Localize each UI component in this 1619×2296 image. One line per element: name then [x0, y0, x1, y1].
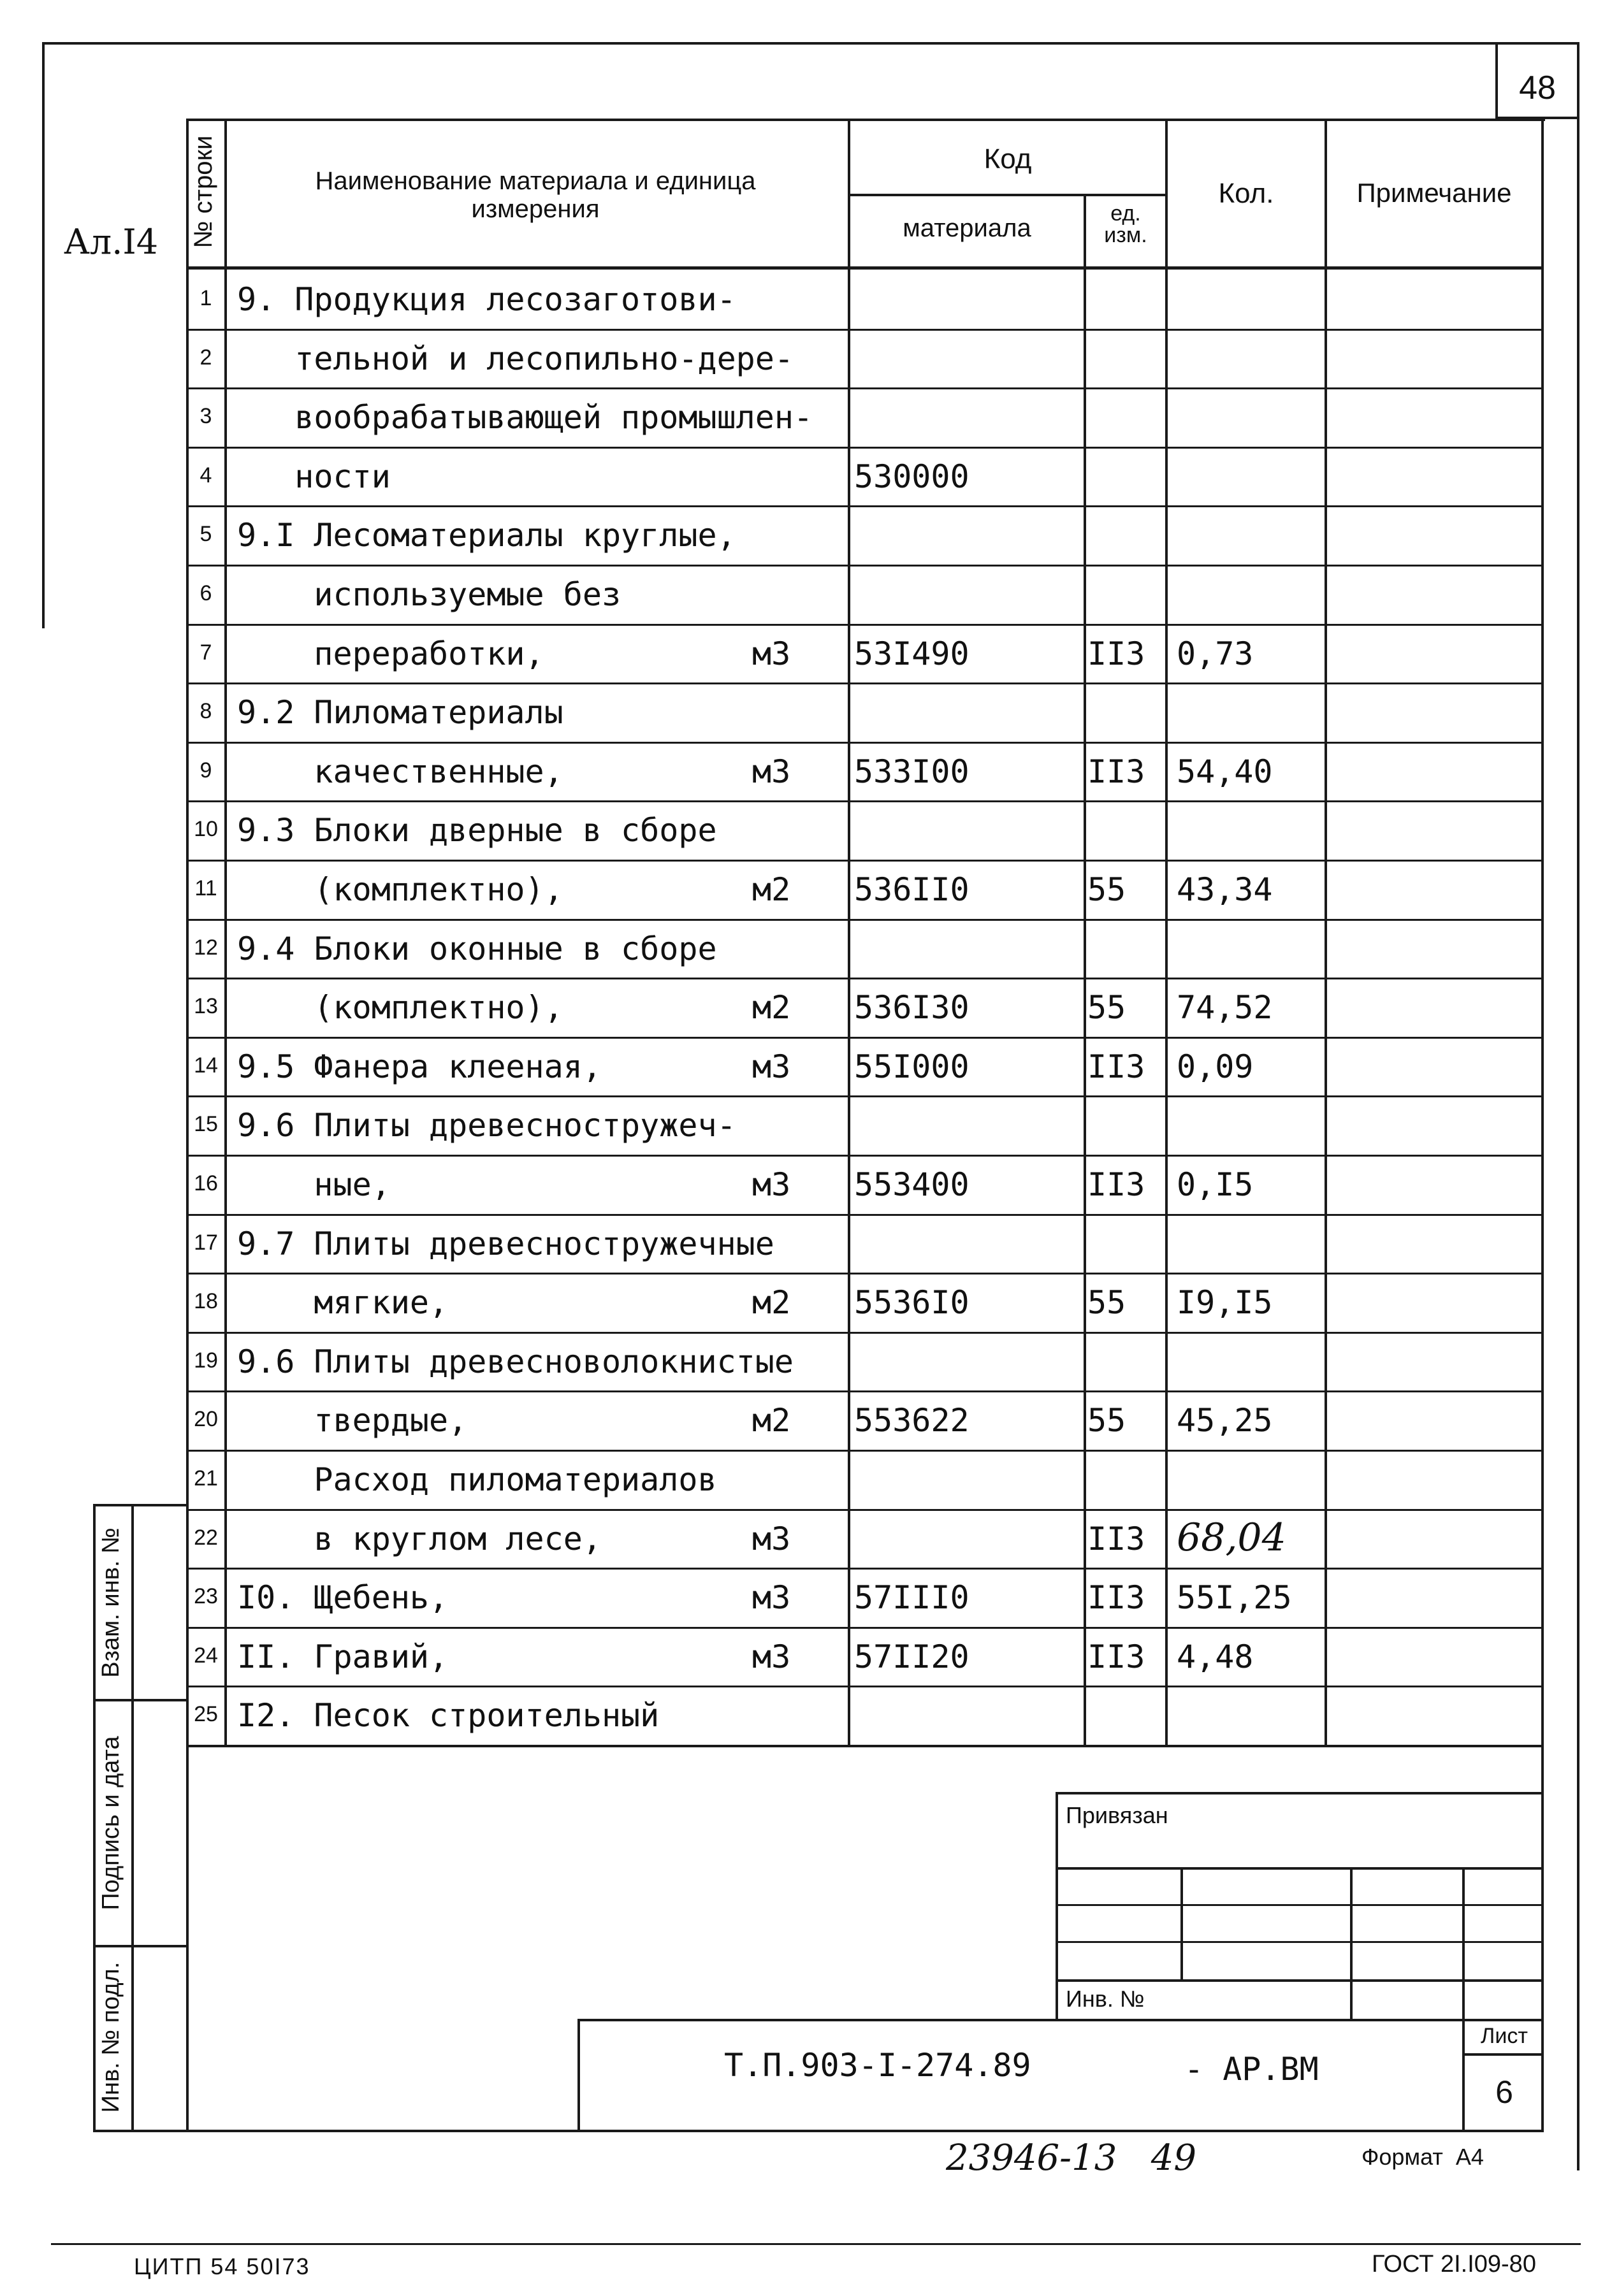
- tb-main-top: [577, 2019, 1544, 2021]
- page-number: 48: [1519, 69, 1556, 106]
- row-unit: м3: [752, 753, 791, 790]
- row-name: I2. Песок строительный: [237, 1697, 660, 1735]
- tb-sheet-label: Лист: [1481, 2024, 1528, 2048]
- row-code-material: 553622: [854, 1402, 969, 1440]
- row-name: твердые,: [237, 1402, 468, 1440]
- row-number: 14: [194, 1053, 218, 1078]
- footer-left-code: ЦИТП 54 50I73: [134, 2253, 310, 2279]
- row-separator: [189, 860, 1543, 862]
- album-label: Ал.I4: [64, 222, 159, 262]
- row-number: 11: [194, 876, 217, 900]
- frame-top: [42, 42, 1579, 45]
- row-separator: [189, 800, 1543, 802]
- row-code-material: 57II20: [854, 1638, 969, 1675]
- col-sep-name: [848, 119, 850, 1747]
- stamp-outer-left: [93, 1504, 96, 2132]
- row-name: (комплектно),: [237, 871, 563, 908]
- header-note: Примечание: [1356, 178, 1512, 208]
- row-separator: [189, 1214, 1543, 1216]
- row-name: ности: [237, 458, 391, 495]
- row-separator: [189, 978, 1543, 979]
- row-quantity: I9,I5: [1177, 1284, 1273, 1322]
- row-name: в круглом лесе,: [237, 1520, 602, 1557]
- row-code-material: 536I30: [854, 989, 969, 1027]
- tb-grid-h4: [1056, 1979, 1544, 1982]
- row-code-unit: II3: [1087, 1048, 1145, 1085]
- row-number: 13: [194, 994, 218, 1019]
- row-unit: м2: [752, 1284, 791, 1322]
- row-number: 5: [200, 522, 212, 547]
- row-name: качественные,: [237, 753, 563, 790]
- row-unit: м3: [752, 1520, 791, 1557]
- tb-privyazan-top: [1056, 1792, 1544, 1794]
- row-number: 20: [194, 1407, 218, 1432]
- table-right: [1541, 119, 1544, 2132]
- row-name: мягкие,: [237, 1284, 449, 1322]
- row-unit: м2: [752, 871, 791, 908]
- row-name: 9.I Лесоматериалы круглые,: [237, 517, 736, 554]
- row-separator: [189, 1450, 1543, 1452]
- row-name: II. Гравий,: [237, 1638, 449, 1675]
- header-bottom: [186, 266, 1544, 270]
- stamp-top: [93, 1504, 189, 1506]
- row-quantity: 54,40: [1177, 753, 1273, 790]
- row-name: тельной и лесопильно-дере-: [237, 340, 794, 377]
- row-number: 25: [194, 1702, 218, 1727]
- row-unit: м2: [752, 989, 791, 1027]
- row-name: 9.4 Блоки оконные в сборе: [237, 930, 717, 967]
- row-name: ные,: [237, 1166, 391, 1203]
- row-name: 9. Продукция лесозаготови-: [237, 281, 736, 318]
- row-number: 21: [194, 1466, 218, 1491]
- frame-right: [1577, 42, 1579, 2170]
- row-code-unit: II3: [1087, 1520, 1145, 1557]
- row-code-material: 5536I0: [854, 1284, 969, 1322]
- row-number: 12: [194, 935, 218, 960]
- header-quantity: Кол.: [1218, 178, 1274, 209]
- row-separator: [189, 1037, 1543, 1039]
- row-name: 9.6 Плиты древесностружеч-: [237, 1107, 736, 1144]
- row-number: 19: [194, 1348, 218, 1373]
- row-separator: [189, 1390, 1543, 1392]
- table-top: [186, 119, 1545, 121]
- row-name: вообрабатывающей промышлен-: [237, 399, 813, 437]
- header-name: Наименование материала и единица измерения: [315, 167, 756, 223]
- footer-rule: [51, 2243, 1581, 2245]
- row-quantity: 0,I5: [1177, 1166, 1254, 1203]
- frame-left: [42, 42, 45, 628]
- row-separator: [189, 329, 1543, 331]
- table-body-bottom: [186, 1745, 1544, 1747]
- tb-grid-h1: [1056, 1867, 1544, 1870]
- row-quantity: 55I,25: [1177, 1579, 1292, 1617]
- row-separator: [189, 1095, 1543, 1097]
- row-separator: [189, 919, 1543, 921]
- row-code-material: 530000: [854, 458, 969, 495]
- row-code-material: 553400: [854, 1166, 969, 1203]
- footer-handwritten: 23946-13 49: [946, 2137, 1196, 2179]
- row-name: используемые без: [237, 576, 621, 613]
- row-unit: м3: [752, 1638, 791, 1675]
- row-code-material: 536II0: [854, 871, 969, 908]
- stamp-inner-left: [131, 1504, 134, 2132]
- row-separator: [189, 1686, 1543, 1687]
- row-number: 17: [194, 1230, 218, 1255]
- header-code-material: материала: [903, 214, 1031, 242]
- header-code-unit: ед. изм.: [1104, 201, 1147, 247]
- row-name: Расход пиломатериалов: [237, 1461, 717, 1498]
- col-sep-qty: [1325, 119, 1327, 1747]
- row-quantity: 68,04: [1177, 1515, 1286, 1560]
- row-number: 3: [200, 404, 212, 429]
- stamp-vzam: Взам. инв. №: [98, 1527, 124, 1678]
- row-separator: [189, 682, 1543, 684]
- row-quantity: 45,25: [1177, 1402, 1273, 1440]
- row-code-unit: II3: [1087, 635, 1145, 672]
- tb-sheet-sep: [1462, 2053, 1544, 2056]
- tb-grid-h2: [1056, 1904, 1544, 1906]
- tb-doc-suffix: - АР.ВМ: [1184, 2051, 1319, 2088]
- tb-grid-v2: [1350, 1867, 1353, 2020]
- row-number: 9: [200, 758, 212, 783]
- row-name: 9.6 Плиты древесноволокнистые: [237, 1343, 794, 1380]
- row-number: 2: [200, 345, 212, 370]
- row-separator: [189, 624, 1543, 626]
- row-name: I0. Щебень,: [237, 1579, 449, 1617]
- row-separator: [189, 387, 1543, 389]
- row-quantity: 43,34: [1177, 871, 1273, 908]
- tb-privyazan-left: [1056, 1792, 1058, 2021]
- footer-format: Формат А4: [1361, 2144, 1484, 2170]
- row-code-material: 53I490: [854, 635, 969, 672]
- row-separator: [189, 1627, 1543, 1629]
- row-separator: [189, 1332, 1543, 1334]
- row-code-unit: II3: [1087, 1638, 1145, 1675]
- footer-gost: ГОСТ 2I.I09-80: [1372, 2251, 1536, 2278]
- tb-grid-h3: [1056, 1941, 1544, 1943]
- table-left: [186, 119, 189, 2132]
- row-separator: [189, 1568, 1543, 1570]
- row-quantity: 0,09: [1177, 1048, 1254, 1085]
- row-code-unit: 55: [1087, 871, 1126, 908]
- row-number: 18: [194, 1289, 218, 1314]
- row-quantity: 74,52: [1177, 989, 1273, 1027]
- row-number: 23: [194, 1584, 218, 1609]
- row-number: 4: [200, 463, 212, 487]
- row-name: (комплектно),: [237, 989, 563, 1027]
- row-code-material: 533I00: [854, 753, 969, 790]
- tb-doc-code: Т.П.903-I-274.89: [724, 2047, 1031, 2084]
- row-separator: [189, 1509, 1543, 1511]
- stamp-sep1: [93, 1699, 189, 1701]
- row-name: 9.7 Плиты древесностружечные: [237, 1225, 774, 1262]
- row-separator: [189, 742, 1543, 744]
- row-quantity: 0,73: [1177, 635, 1254, 672]
- tb-main-left: [577, 2019, 580, 2132]
- stamp-bottom: [93, 2130, 1544, 2132]
- row-name: 9.3 Блоки дверные в сборе: [237, 812, 717, 849]
- row-code-material: 55I000: [854, 1048, 969, 1085]
- tb-grid-v3: [1462, 1867, 1465, 2020]
- tb-privyazan: Привязан: [1066, 1802, 1168, 1828]
- row-code-unit: II3: [1087, 1579, 1145, 1617]
- row-quantity: 4,48: [1177, 1638, 1254, 1675]
- row-number: 16: [194, 1171, 218, 1195]
- row-number: 15: [194, 1112, 218, 1137]
- row-code-unit: 55: [1087, 1402, 1126, 1440]
- row-number: 6: [200, 581, 212, 605]
- row-unit: м2: [752, 1402, 791, 1440]
- row-code-unit: 55: [1087, 989, 1126, 1027]
- header-code-group: Код: [984, 143, 1032, 175]
- header-row-no: № строки: [189, 135, 217, 249]
- row-unit: м3: [752, 1579, 791, 1617]
- stamp-podpis: Подпись и дата: [98, 1736, 124, 1910]
- row-code-unit: 55: [1087, 1284, 1126, 1322]
- row-code-unit: II3: [1087, 1166, 1145, 1203]
- row-unit: м3: [752, 1166, 791, 1203]
- row-name: 9.2 Пиломатериалы: [237, 694, 563, 732]
- col-sep-code: [1084, 195, 1086, 1747]
- stamp-inv: Инв. № подл.: [98, 1961, 124, 2113]
- row-code-unit: II3: [1087, 753, 1145, 790]
- col-sep-num: [224, 119, 227, 1747]
- row-separator: [189, 565, 1543, 567]
- tb-inv-no: Инв. №: [1066, 1986, 1145, 2012]
- row-number: 1: [200, 286, 212, 310]
- row-separator: [189, 1273, 1543, 1274]
- row-name: 9.5 Фанера клееная,: [237, 1048, 602, 1085]
- col-sep-unit: [1165, 119, 1168, 1747]
- tb-grid-v1: [1180, 1867, 1183, 1979]
- row-code-material: 57III0: [854, 1579, 969, 1617]
- code-subheader-line: [848, 194, 1166, 196]
- row-unit: м3: [752, 1048, 791, 1085]
- tb-sheet-number: 6: [1495, 2074, 1513, 2110]
- row-number: 7: [200, 640, 212, 665]
- row-separator: [189, 1155, 1543, 1157]
- row-number: 22: [194, 1525, 218, 1550]
- row-number: 24: [194, 1643, 218, 1668]
- row-separator: [189, 447, 1543, 449]
- row-separator: [189, 505, 1543, 507]
- row-number: 8: [200, 699, 212, 724]
- row-unit: м3: [752, 635, 791, 672]
- row-number: 10: [194, 817, 218, 842]
- row-name: переработки,: [237, 635, 544, 672]
